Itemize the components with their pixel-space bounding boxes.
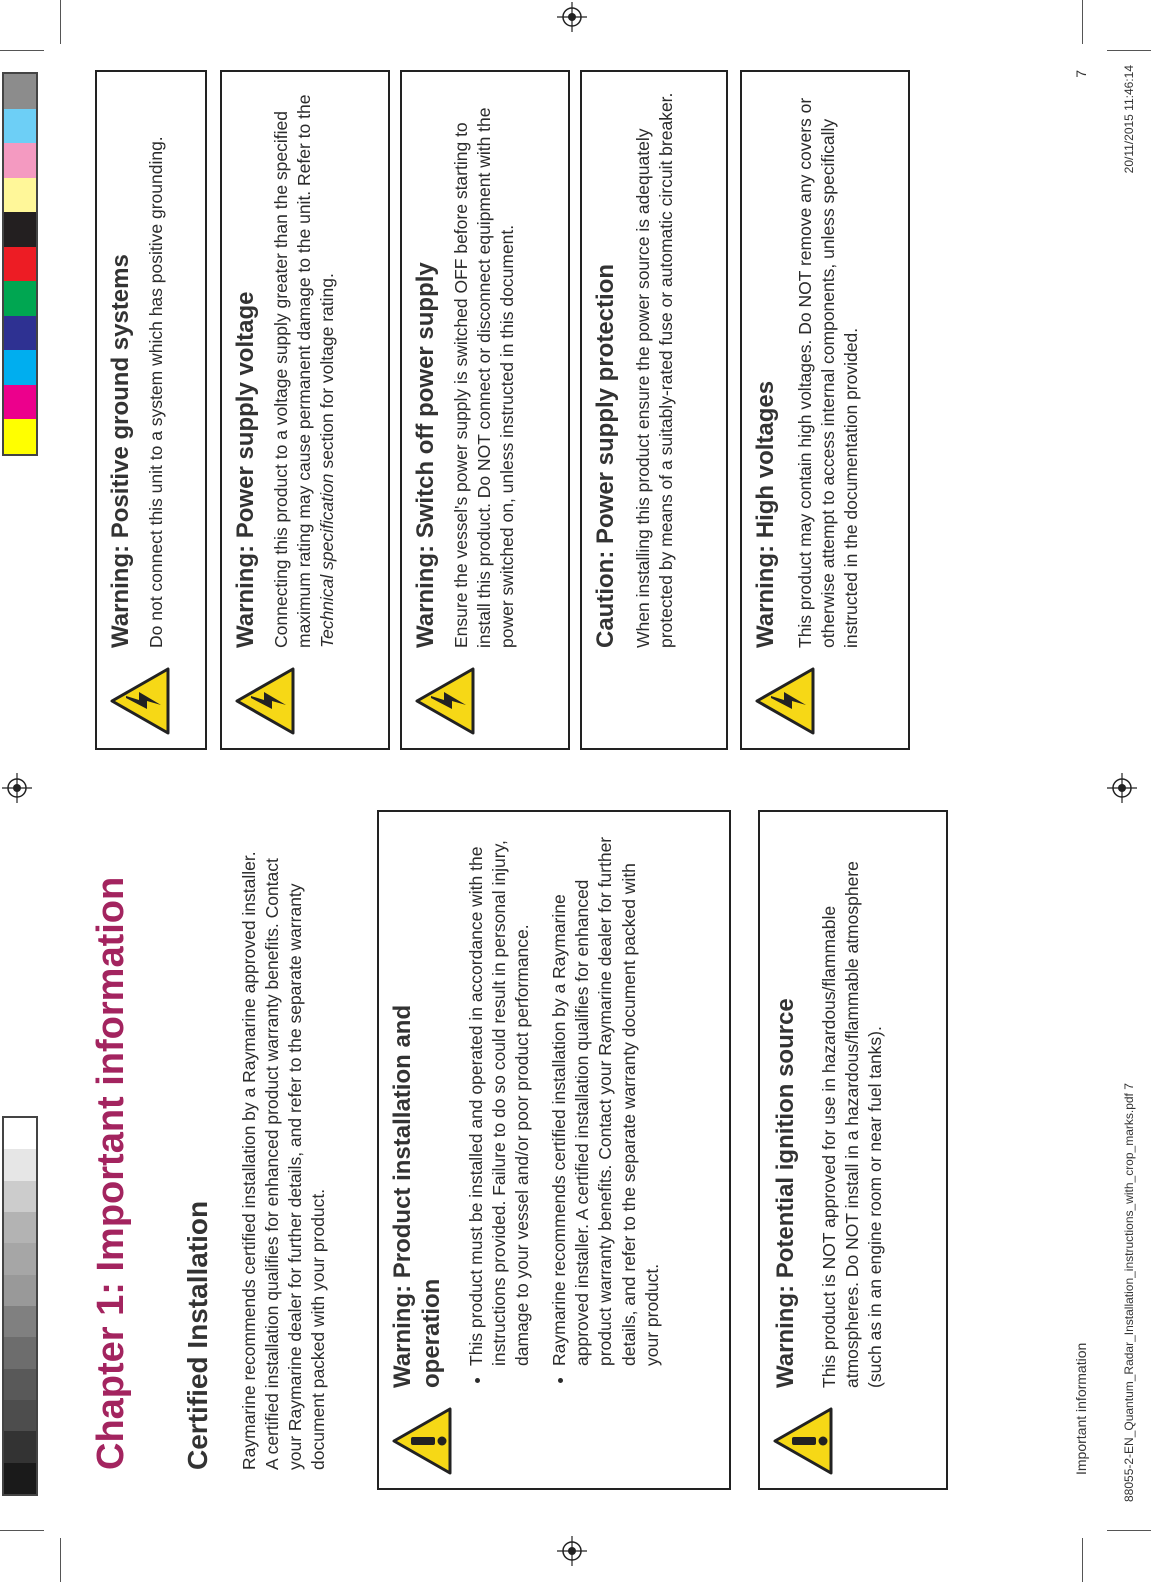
notice-title: Warning: Switch off power supply [412, 262, 439, 648]
section-title: Certified Installation [182, 1200, 213, 1470]
color-swatch [4, 419, 36, 454]
electrical-hazard-icon [109, 666, 171, 736]
document-page [40, 30, 1150, 1530]
color-swatch [4, 143, 36, 178]
color-swatch [4, 385, 36, 420]
color-swatch [4, 1275, 36, 1306]
crop-mark [0, 1530, 44, 1531]
notice-bullet: • Raymarine recommends certified installation by a Raymarine approved installer. A certified installation qualifies for enhanced product warranty benefits. Contact your Raymarine dealer for further details, and refer to the separate warranty document packed with your product. [548, 828, 663, 1366]
chapter-title: Chapter 1: Important information [90, 876, 132, 1470]
warning-power-supply-voltage [220, 70, 390, 750]
notice-body-text: Connecting this product to a voltage supply greater than the specified maximum rating may cause permanent damage to the unit. Refer to the [271, 94, 315, 648]
color-swatch [4, 1337, 36, 1368]
notice-title: Warning: High voltages [752, 380, 779, 648]
electrical-hazard-icon [754, 666, 816, 736]
registration-mark-icon [2, 773, 32, 803]
color-swatch [4, 1243, 36, 1274]
notice-title: Caution: Power supply protection [592, 263, 619, 648]
crop-mark [0, 50, 44, 51]
notice-title: Warning: Product installation and operation [389, 1004, 445, 1388]
color-swatch [4, 1149, 36, 1180]
registration-mark-icon [557, 2, 587, 32]
notice-title: Warning: Potential ignition source [772, 998, 799, 1388]
warning-positive-ground [95, 70, 207, 750]
color-swatch [4, 1212, 36, 1243]
color-swatch [4, 109, 36, 144]
caution-power-supply-protection [580, 70, 728, 750]
color-swatch [4, 1431, 36, 1462]
page-number: 7 [1073, 70, 1089, 78]
electrical-hazard-icon [234, 666, 296, 736]
crop-mark [60, 1538, 61, 1582]
color-swatch [4, 1400, 36, 1431]
notice-body [465, 828, 678, 1388]
color-swatch [4, 247, 36, 282]
warning-high-voltages [740, 70, 910, 750]
color-swatch [4, 1306, 36, 1337]
warning-product-installation [377, 810, 731, 1490]
color-swatch [4, 350, 36, 385]
spec-reference: Technical specification [317, 473, 338, 648]
color-swatch [4, 281, 36, 316]
color-swatch-strip [2, 72, 38, 456]
intro-paragraph: Raymarine recommends certified installation by a Raymarine approved installer. A certified installation qualifies for enhanced product warranty benefits. Contact your Raymarine dealer for further details, and refer to the separate warranty document packed with your product. [239, 851, 329, 1470]
color-swatch [4, 1369, 36, 1400]
color-swatch [4, 1118, 36, 1149]
color-swatch [4, 316, 36, 351]
color-swatch [4, 178, 36, 213]
exclamation-warning-icon [391, 1406, 453, 1476]
file-slug: 88055-2-EN_Quantum_Radar_Installation_instructions_with_crop_marks.pdf 7 [1122, 1083, 1136, 1502]
color-swatch [4, 1463, 36, 1494]
notice-body: Do not connect this unit to a system which has positive grounding. [146, 136, 166, 648]
footer-section: Important information [1073, 1342, 1089, 1475]
notice-title: Warning: Power supply voltage [232, 291, 259, 648]
registration-mark-icon [557, 1536, 587, 1566]
notice-body: When installing this product ensure the power source is adequately protected by means of a suitably-rated fuse or automatic circuit breaker. [633, 92, 677, 648]
notice-body [270, 88, 339, 648]
notice-body: This product may contain high voltages. Do NOT remove any covers or otherwise attempt to access internal components, unless specifically instructed in the documentation provided. [795, 97, 862, 648]
warning-ignition-source [758, 810, 948, 1490]
electrical-hazard-icon [414, 666, 476, 736]
notice-body: Ensure the vessel's power supply is switched OFF before starting to install this product. Do NOT connect or disconnect equipment with the power switched on, unless instructed in this document. [451, 107, 518, 648]
gray-swatch-strip [2, 1116, 38, 1496]
notice-bullet: • This product must be installed and operated in accordance with the instructions provided. Failure to do so could result in personal injury, damage to your vessel and/or poor product performance. [465, 828, 534, 1366]
notice-body: This product is NOT approved for use in hazardous/flammable atmospheres. Do NOT install in a hazardous/flammable atmosphere (such as in an engine room or near fuel tanks). [819, 861, 886, 1388]
crop-mark [1082, 1538, 1083, 1582]
crop-mark [1107, 1530, 1151, 1531]
color-swatch [4, 212, 36, 247]
warning-switch-off-power [400, 70, 570, 750]
exclamation-warning-icon [772, 1406, 834, 1476]
notice-title: Warning: Positive ground systems [107, 254, 134, 648]
print-timestamp: 20/11/2015 11:46:14 [1122, 65, 1136, 174]
color-swatch [4, 1181, 36, 1212]
color-swatch [4, 74, 36, 109]
notice-body-text: section for voltage rating. [317, 273, 338, 474]
